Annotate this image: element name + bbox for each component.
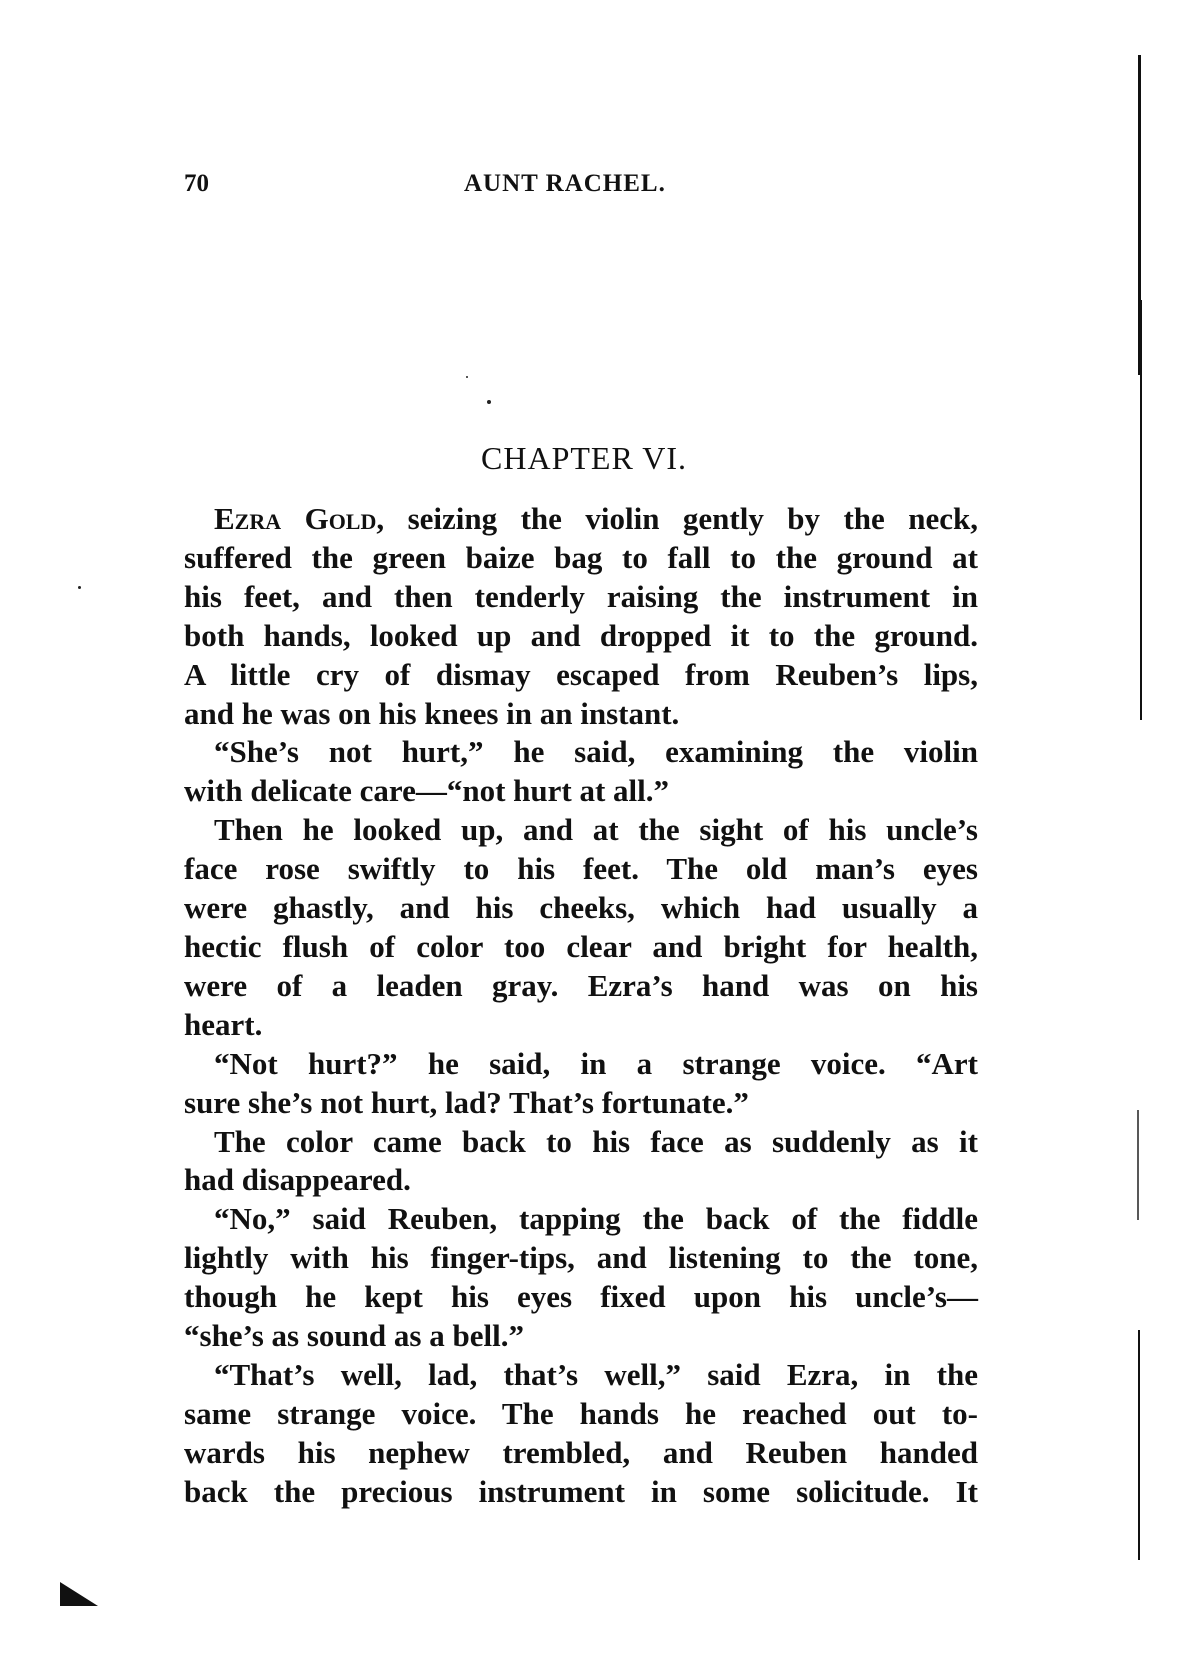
text-line: and he was on his knees in an instant. [184, 695, 680, 731]
page-edge-line [1137, 1110, 1139, 1220]
ink-speck [78, 586, 81, 589]
ezra-gold-name: Ezra Gold [214, 501, 377, 536]
ink-speck [466, 376, 468, 378]
text-line: face rose swiftly to his feet. The old man’s eyes [184, 851, 978, 887]
text-line: “That’s well, lad, that’s well,” said Ezra, in the [214, 1356, 978, 1392]
text-line: heart. [184, 1006, 263, 1042]
text-line: had disappeared. [184, 1162, 411, 1198]
corner-mark [60, 1582, 98, 1606]
text-line: “she’s as sound as a bell.” [184, 1318, 524, 1354]
text-line: same strange voice. The hands he reached out to- [184, 1395, 978, 1431]
page-edge-line [1140, 300, 1142, 720]
text-line: “She’s not hurt,” he said, examining the violin [214, 734, 978, 770]
text-line-fragment: , seizing the violin gently by the neck, [376, 501, 978, 536]
text-line: The color came back to his face as suddenly as it [214, 1123, 978, 1159]
ink-speck [487, 400, 491, 404]
text-line: “No,” said Reuben, tapping the back of the fiddle [214, 1201, 978, 1237]
text-line [184, 500, 978, 539]
text-line: lightly with his finger-tips, and listening to the tone, [184, 1240, 978, 1276]
text-line: “Not hurt?” he said, in a strange voice. “Art [214, 1045, 978, 1081]
text-line: suffered the green baize bag to fall to the ground at [184, 539, 978, 575]
text-line: with delicate care—“not hurt at all.” [184, 773, 670, 809]
text-line: A little cry of dismay escaped from Reuben’s lips, [184, 656, 978, 692]
text-line: were of a leaden gray. Ezra’s hand was on his [184, 967, 978, 1003]
text-line: back the precious instrument in some solicitude. It [184, 1473, 978, 1509]
running-head [184, 170, 984, 210]
text-line: Then he looked up, and at the sight of his uncle’s [214, 812, 978, 848]
text-line: were ghastly, and his cheeks, which had usually a [184, 890, 978, 926]
page-number: 70 [184, 170, 209, 197]
text-line: both hands, looked up and dropped it to the ground. [184, 617, 978, 653]
text-line: sure she’s not hurt, lad? That’s fortunate.” [184, 1084, 749, 1120]
page-edge-line [1138, 1330, 1140, 1560]
chapter-title: CHAPTER VI. [481, 440, 687, 476]
text-line: hectic flush of color too clear and bright for health, [184, 928, 978, 964]
chapter-body [184, 500, 978, 1512]
text-line: wards his nephew trembled, and Reuben handed [184, 1434, 978, 1470]
text-line: though he kept his eyes fixed upon his uncle’s— [184, 1279, 978, 1315]
text-line: his feet, and then tenderly raising the instrument in [184, 578, 978, 614]
running-title: AUNT RACHEL. [464, 170, 666, 197]
